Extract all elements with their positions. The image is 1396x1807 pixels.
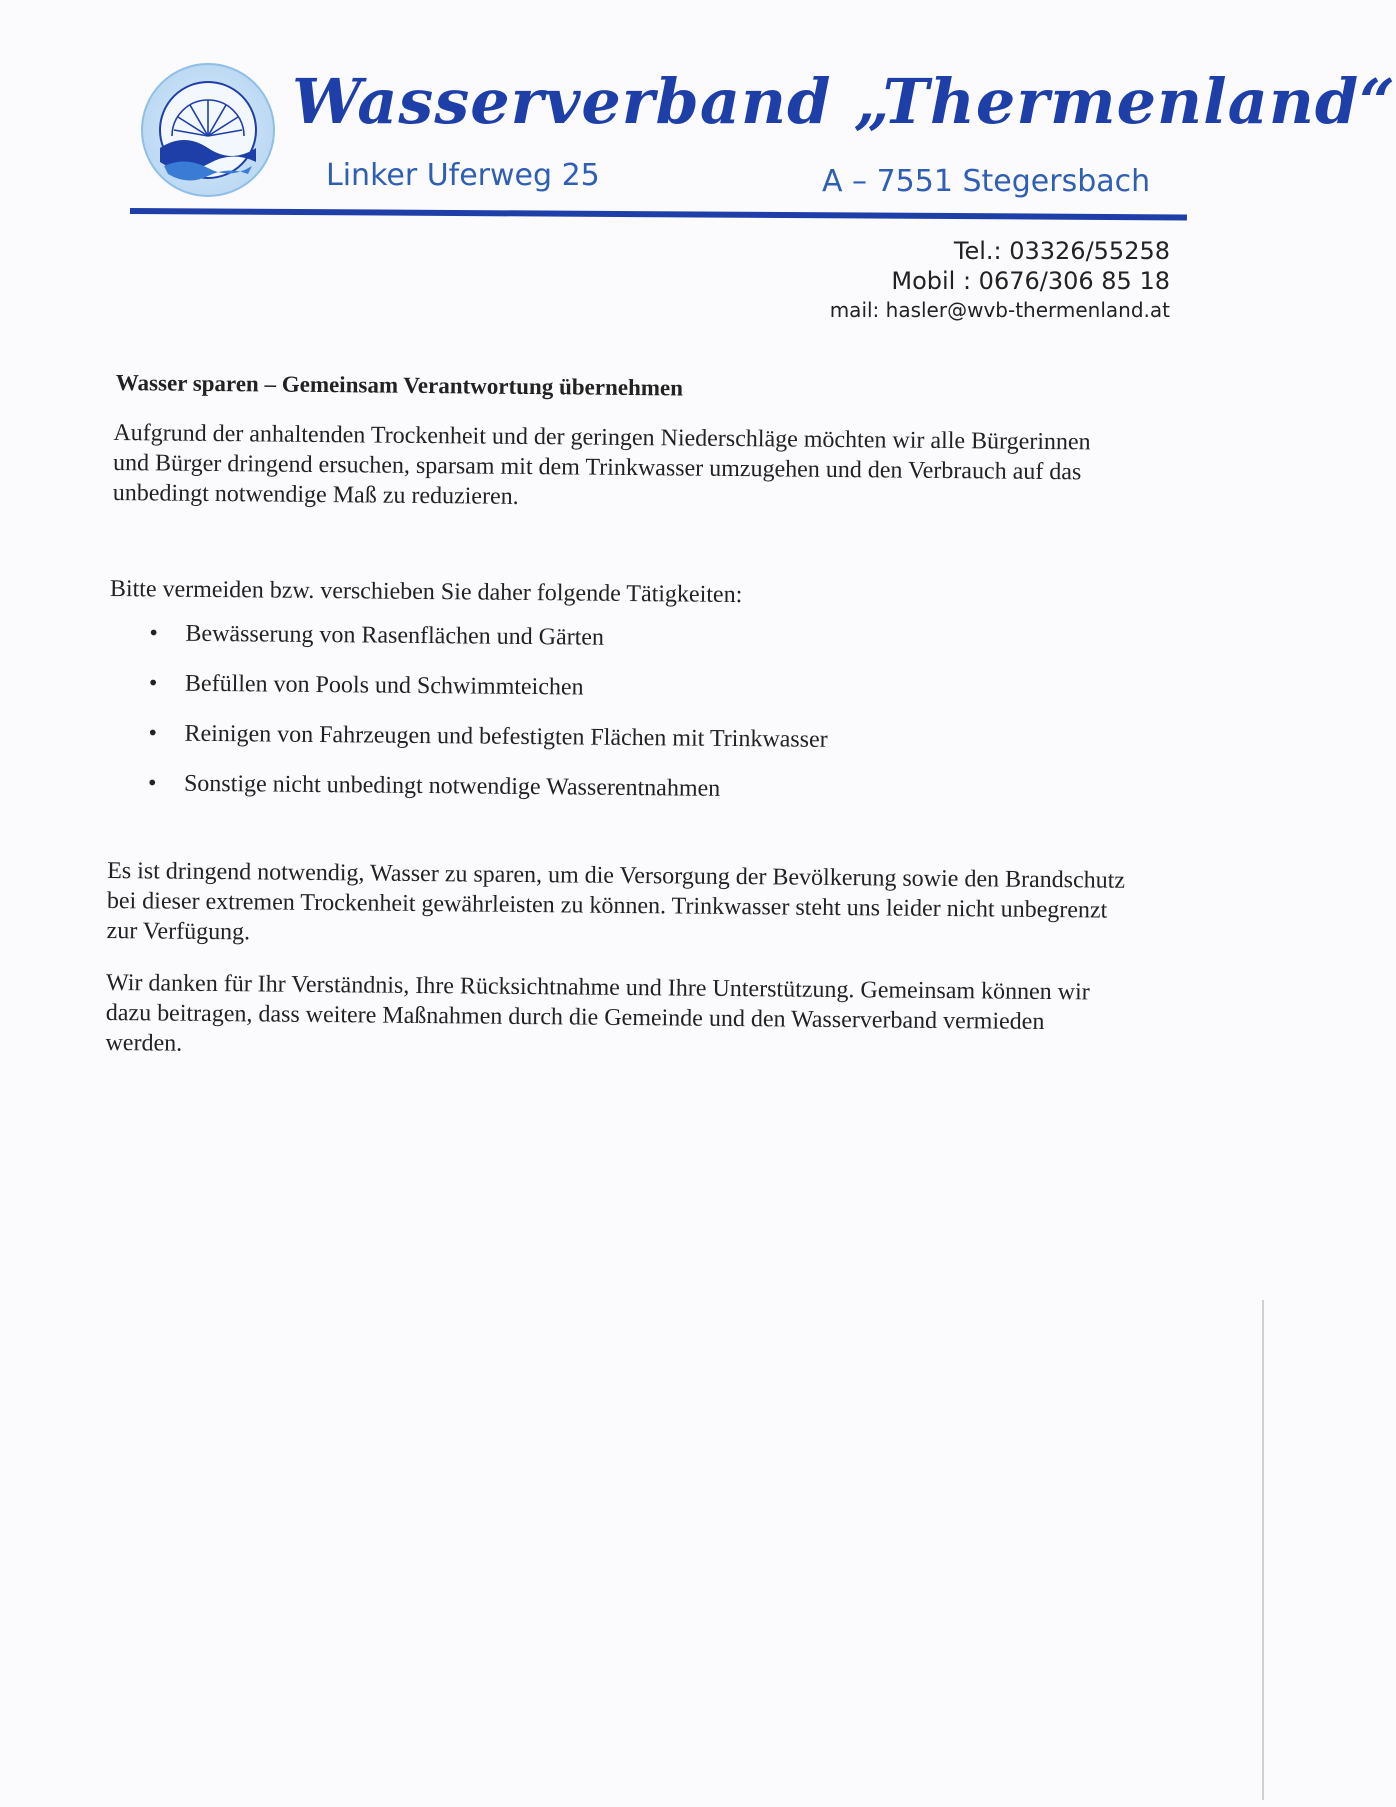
bullet-icon: •	[149, 620, 159, 647]
contact-block	[830, 236, 1170, 324]
header-divider	[130, 208, 1187, 220]
street-address: Linker Uferweg 25	[326, 158, 600, 193]
phone-number: Tel.: 03326/55258	[953, 237, 1170, 265]
bullet-icon: •	[148, 720, 158, 747]
scan-edge-line	[1262, 1300, 1264, 1800]
letter-body	[105, 370, 1132, 1068]
urgency-paragraph: Es ist dringend notwendig, Wasser zu sparen, um die Versorgung der Bevölkerung sowie den Brandschutz bei dieser extremen Trockenheit gewährleisten zu können. Trinkwasser steht uns leider nicht unbegrenzt zur Verfügung.	[106, 857, 1126, 946]
list-item: • Befüllen von Pools und Schwimmteichen	[148, 670, 584, 701]
list-item: • Reinigen von Fahrzeugen und befestigten Flächen mit Trinkwasser	[148, 720, 828, 753]
thanks-paragraph: Wir danken für Ihr Verständnis, Ihre Rücksichtnahme und Ihre Unterstützung. Gemeinsam können wir dazu beitragen, dass weitere Maßnahmen durch die Gemeinde und den Wasserverband vermieden werden.	[105, 969, 1090, 1057]
sun-over-waves-logo-icon	[138, 62, 278, 198]
intro-paragraph: Aufgrund der anhaltenden Trockenheit und der geringen Niederschläge möchten wir alle Bürgerinnen und Bürger dringend ersuchen, sparsam mit dem Trinkwasser umzugehen und den Verbrauch auf das unbedingt notwendige Maß zu reduzieren.	[112, 420, 1091, 510]
city-address: A – 7551 Stegersbach	[822, 164, 1151, 199]
mobile-number: Mobil : 0676/306 85 18	[891, 267, 1170, 295]
list-item: • Sonstige nicht unbedingt notwendige Wasserentnahmen	[147, 770, 721, 802]
activity-list	[108, 618, 1130, 808]
email-address: mail: hasler@wvb-thermenland.at	[829, 298, 1170, 322]
letter-heading: Wasser sparen – Gemeinsam Verantwortung übernehmen	[115, 370, 684, 401]
organization-name: Wasserverband „Thermenland“	[292, 65, 1396, 138]
bullet-icon: •	[147, 770, 157, 797]
bullet-icon: •	[148, 670, 158, 697]
list-intro: Bitte vermeiden bzw. verschieben Sie daher folgende Tätigkeiten:	[109, 575, 743, 609]
list-item: • Bewässerung von Rasenflächen und Gärten	[149, 620, 605, 651]
